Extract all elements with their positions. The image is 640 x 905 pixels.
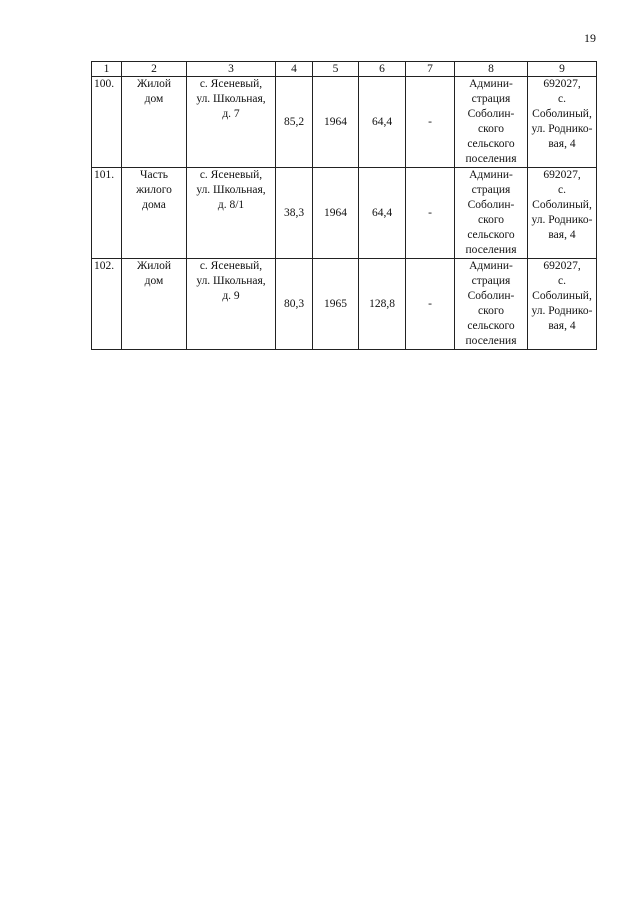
column-header: 8 <box>455 62 528 77</box>
value-cell: 64,4 <box>359 168 406 259</box>
column-header: 1 <box>92 62 122 77</box>
row-number: 101. <box>92 168 122 259</box>
address-cell: с. Ясеневый, ул. Школьная, д. 9 <box>187 259 276 350</box>
col7-cell: - <box>406 259 455 350</box>
table-row <box>92 259 597 350</box>
row-number: 100. <box>92 77 122 168</box>
page-number: 19 <box>584 31 596 45</box>
holder-address-cell: 692027, с. Соболиный, ул. Роднико- вая, 4 <box>528 77 597 168</box>
year-cell: 1964 <box>313 77 359 168</box>
year-cell: 1964 <box>313 168 359 259</box>
table-row <box>92 168 597 259</box>
column-header: 3 <box>187 62 276 77</box>
value-cell: 64,4 <box>359 77 406 168</box>
column-header: 9 <box>528 62 597 77</box>
column-header: 7 <box>406 62 455 77</box>
value-cell: 128,8 <box>359 259 406 350</box>
holder-cell: Админи- страция Соболин- ского сельского поселения <box>455 168 528 259</box>
table-header-row <box>92 62 597 77</box>
object-name-cell: Жилой дом <box>122 77 187 168</box>
year-cell: 1965 <box>313 259 359 350</box>
table-row <box>92 77 597 168</box>
holder-address-cell: 692027, с. Соболиный, ул. Роднико- вая, 4 <box>528 168 597 259</box>
column-header: 2 <box>122 62 187 77</box>
object-name-cell: Жилой дом <box>122 259 187 350</box>
address-cell: с. Ясеневый, ул. Школьная, д. 7 <box>187 77 276 168</box>
holder-address-cell: 692027, с. Соболиный, ул. Роднико- вая, 4 <box>528 259 597 350</box>
col7-cell: - <box>406 77 455 168</box>
holder-cell: Админи- страция Соболин- ского сельского поселения <box>455 259 528 350</box>
holder-cell: Админи- страция Соболин- ского сельского поселения <box>455 77 528 168</box>
area-cell: 38,3 <box>276 168 313 259</box>
column-header: 6 <box>359 62 406 77</box>
col7-cell: - <box>406 168 455 259</box>
property-registry-table <box>91 61 597 350</box>
area-cell: 85,2 <box>276 77 313 168</box>
address-cell: с. Ясеневый, ул. Школьная, д. 8/1 <box>187 168 276 259</box>
row-number: 102. <box>92 259 122 350</box>
column-header: 5 <box>313 62 359 77</box>
area-cell: 80,3 <box>276 259 313 350</box>
object-name-cell: Часть жилого дома <box>122 168 187 259</box>
column-header: 4 <box>276 62 313 77</box>
